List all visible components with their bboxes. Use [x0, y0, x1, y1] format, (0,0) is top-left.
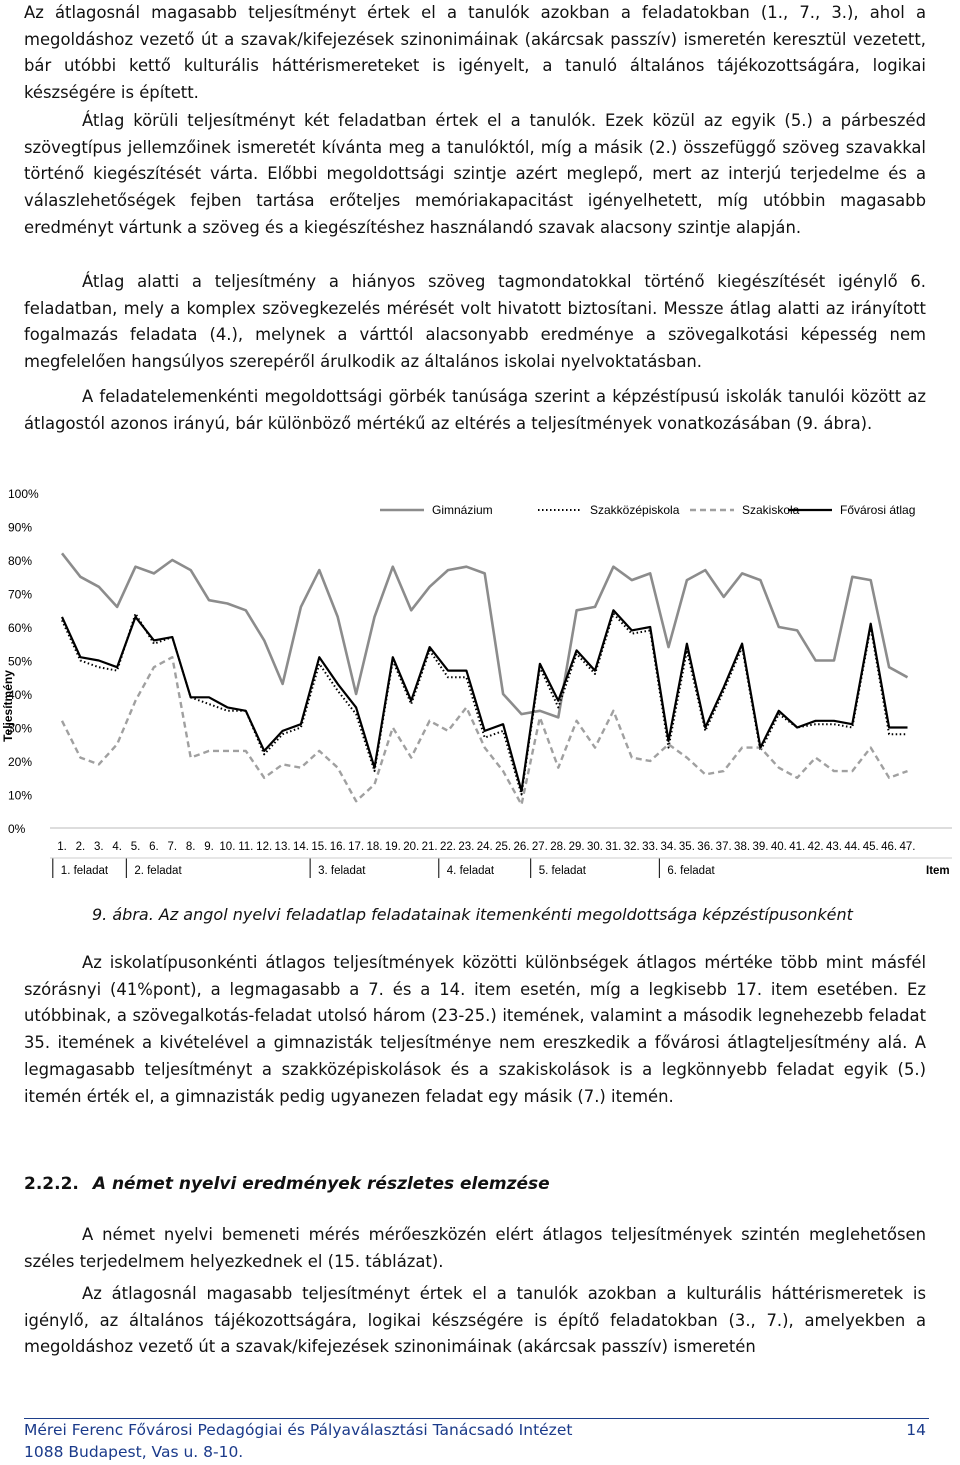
section-number: 2.2.2.	[24, 1174, 79, 1194]
legend-label: Gimnázium	[432, 503, 493, 517]
x-tick-label: 12.	[256, 841, 273, 853]
x-tick-label: 6.	[149, 841, 159, 853]
x-tick-label: 34.	[660, 841, 677, 853]
x-tick-label: 38.	[734, 841, 751, 853]
x-tick-label: 47.	[899, 841, 916, 853]
x-tick-label: 17.	[348, 841, 365, 853]
x-tick-label: 31.	[605, 841, 622, 853]
page-number: 14	[906, 1421, 926, 1439]
x-tick-label: 11.	[238, 841, 254, 853]
y-axis-label: Teljesítmény	[1, 670, 15, 742]
x-tick-label: 26.	[513, 841, 530, 853]
group-label: 2. feladat	[134, 865, 182, 877]
y-tick-label: 90%	[8, 520, 33, 535]
x-tick-label: 40.	[770, 841, 787, 853]
legend-label: Szakiskola	[742, 503, 800, 517]
y-tick-label: 70%	[8, 587, 33, 602]
x-tick-label: 14.	[292, 841, 309, 853]
x-tick-label: 2.	[75, 841, 86, 853]
x-tick-label: 20.	[403, 841, 420, 853]
x-tick-label: 37.	[715, 841, 732, 853]
legend-label: Szakközépiskola	[590, 503, 680, 517]
legend-label: Fővárosi átlag	[840, 503, 916, 517]
x-tick-label: 4.	[112, 841, 122, 853]
x-tick-label: 32.	[623, 841, 640, 853]
x-tick-label: 35.	[678, 841, 695, 853]
group-label: 3. feladat	[318, 865, 366, 877]
y-tick-label: 40%	[8, 688, 33, 702]
x-tick-label: 25.	[495, 841, 512, 853]
footer-divider	[24, 1418, 929, 1419]
line-chart	[0, 478, 960, 888]
x-tick-label: 21.	[421, 841, 438, 853]
x-tick-label: 27.	[531, 841, 548, 853]
y-tick-label: 10%	[8, 788, 33, 803]
x-tick-label: 19.	[384, 841, 401, 853]
x-tick-label: 13.	[274, 841, 291, 853]
x-tick-label: 7.	[167, 841, 178, 853]
x-tick-label: 23.	[458, 841, 475, 853]
paragraph-2: Átlag körüli teljesítményt két feladatban értek el a tanulók. Ezek közül az egyik (5.) a párbeszéd szövegtípus jellemzőinek ismeretét kívánta meg a tanulóktól, míg a másik (2.) összefüggő szöveg szavakkal történő kiegészítését várta. Előbbi megoldottsági szintje azért meglepő, mert az interjú terjedelme és a válaszlehetőségek fejben tartása erőteljes memóriakapacitást igényelhetett, míg utóbbin magasabb eredményt vártunk a szöveg és a kiegészítéshez használandó szavak alacsony szintje alapján.	[24, 111, 926, 237]
x-tick-label: 29.	[568, 841, 585, 853]
x-tick-label: 41.	[789, 841, 806, 853]
series-line-3	[62, 610, 908, 791]
group-label: 1. feladat	[60, 865, 109, 877]
x-tick-label: 15.	[311, 841, 328, 853]
paragraph-3: Átlag alatti a teljesítmény a hiányos szöveg tagmondatokkal történő kiegészítését igénylő 6. feladatban, mely a komplex szövegkezelés mérését volt hivatott biztosítani. Messze átlag alatti az irányított fogalmazás feladata (4.), melynek a várttól alacsonyabb eredménye a szövegalkotási képesség nem megfelelően hangsúlyos szerepéről árulkodik az általános iskolai nyelvoktatásban.	[24, 272, 926, 372]
paragraph-4: A feladatelemenkénti megoldottsági görbék tanúsága szerint a képzéstípusú iskolák tanulói között az átlagostól azonos irányú, bár különböző mértékű az eltérés a teljesítmények vonatkozásában (9. ábra).	[24, 387, 926, 433]
group-label: 4. feladat	[446, 865, 495, 877]
x-tick-label: 16.	[329, 841, 346, 853]
x-axis-label: Item	[926, 865, 950, 877]
footer-address: 1088 Budapest, Vas u. 8-10.	[24, 1443, 244, 1461]
footer-institute: Mérei Ferenc Fővárosi Pedagógiai és Pályaválasztási Tanácsadó Intézet	[24, 1421, 573, 1439]
section-heading	[24, 1174, 550, 1194]
x-tick-label: 5.	[130, 841, 141, 853]
x-tick-label: 10.	[219, 841, 236, 853]
y-tick-label: 0%	[8, 822, 26, 836]
y-tick-label: 60%	[8, 621, 33, 635]
x-tick-label: 43.	[825, 841, 842, 853]
x-tick-label: 9.	[204, 841, 214, 853]
x-tick-label: 45.	[862, 841, 879, 853]
paragraph-6: A német nyelvi bemeneti mérés mérőeszközén elért átlagos teljesítmények szintén meglehetősen széles terjedelmem helyezkednek el (15. táblázat).	[24, 1225, 926, 1271]
x-tick-label: 28.	[550, 841, 567, 853]
group-label: 5. feladat	[538, 865, 587, 877]
x-tick-label: 18.	[366, 841, 383, 853]
paragraph-1: Az átlagosnál magasabb teljesítményt értek el a tanulók azokban a feladatokban (1., 7., 3.), ahol a megoldáshoz vezető út a szavak/kifejezések szinonimáinak (akárcsak passzív) ismeretén keresztül vezetett, bár utóbbi kettő kulturális háttérismereteket is igényelt, a tanuló általános tájékozottságára, logikai készségére is épített.	[24, 3, 926, 103]
y-tick-label: 50%	[8, 654, 33, 669]
x-tick-label: 44.	[844, 841, 861, 853]
y-tick-label: 30%	[8, 721, 33, 736]
paragraph-5: Az iskolatípusonkénti átlagos teljesítmények közötti különbségek átlagos mértéke több mint másfél szórásnyi (41%pont), a legmagasabb a 7. és a 14. item esetén, míg a legkisebb 17. item esetében. Ez utóbbinak, a szövegalkotás-feladat utolsó három (23-25.) itemének, valamint a második legnehezebb feladat 35. itemének a kivételével a gimnazisták teljesítménye nem ereszkedik a fővárosi átlagteljesítmény alá. A legmagasabb teljesítményt a szakközépiskolások és a szakiskolások is a legkönnyebb feladat egyik (5.) itemén érték el, a gimnazisták pedig ugyanezen feladat egy másik (7.) itemén.	[24, 953, 926, 1106]
y-tick-label: 20%	[8, 755, 33, 769]
figure-caption: 9. ábra. Az angol nyelvi feladatlap feladatainak itemenkénti megoldottsága képzéstípusonként	[92, 905, 853, 924]
group-label: 6. feladat	[667, 865, 715, 877]
x-tick-label: 24.	[476, 841, 493, 853]
x-tick-label: 30.	[587, 841, 604, 853]
x-tick-label: 33.	[642, 841, 659, 853]
x-tick-label: 22.	[439, 841, 456, 853]
y-tick-label: 80%	[8, 554, 33, 568]
x-tick-label: 46.	[881, 841, 898, 853]
x-tick-label: 39.	[752, 841, 769, 853]
paragraph-7: Az átlagosnál magasabb teljesítményt értek el a tanulók azokban a kulturális háttérismeretek is igénylő, az általános tájékozottságára, logikai készségére is építő feladatokban (3., 7.), amelyekben a megoldáshoz vezető út a szavak/kifejezések szinonimáinak (akárcsak passzív) ismeretén	[24, 1284, 926, 1357]
x-tick-label: 1.	[57, 841, 67, 853]
x-tick-label: 3.	[93, 841, 104, 853]
x-tick-label: 8.	[185, 841, 196, 853]
x-tick-label: 42.	[807, 841, 824, 853]
x-tick-label: 36.	[697, 841, 714, 853]
y-tick-label: 100%	[8, 487, 39, 501]
section-title: A német nyelvi eredmények részletes elemzése	[92, 1174, 550, 1194]
